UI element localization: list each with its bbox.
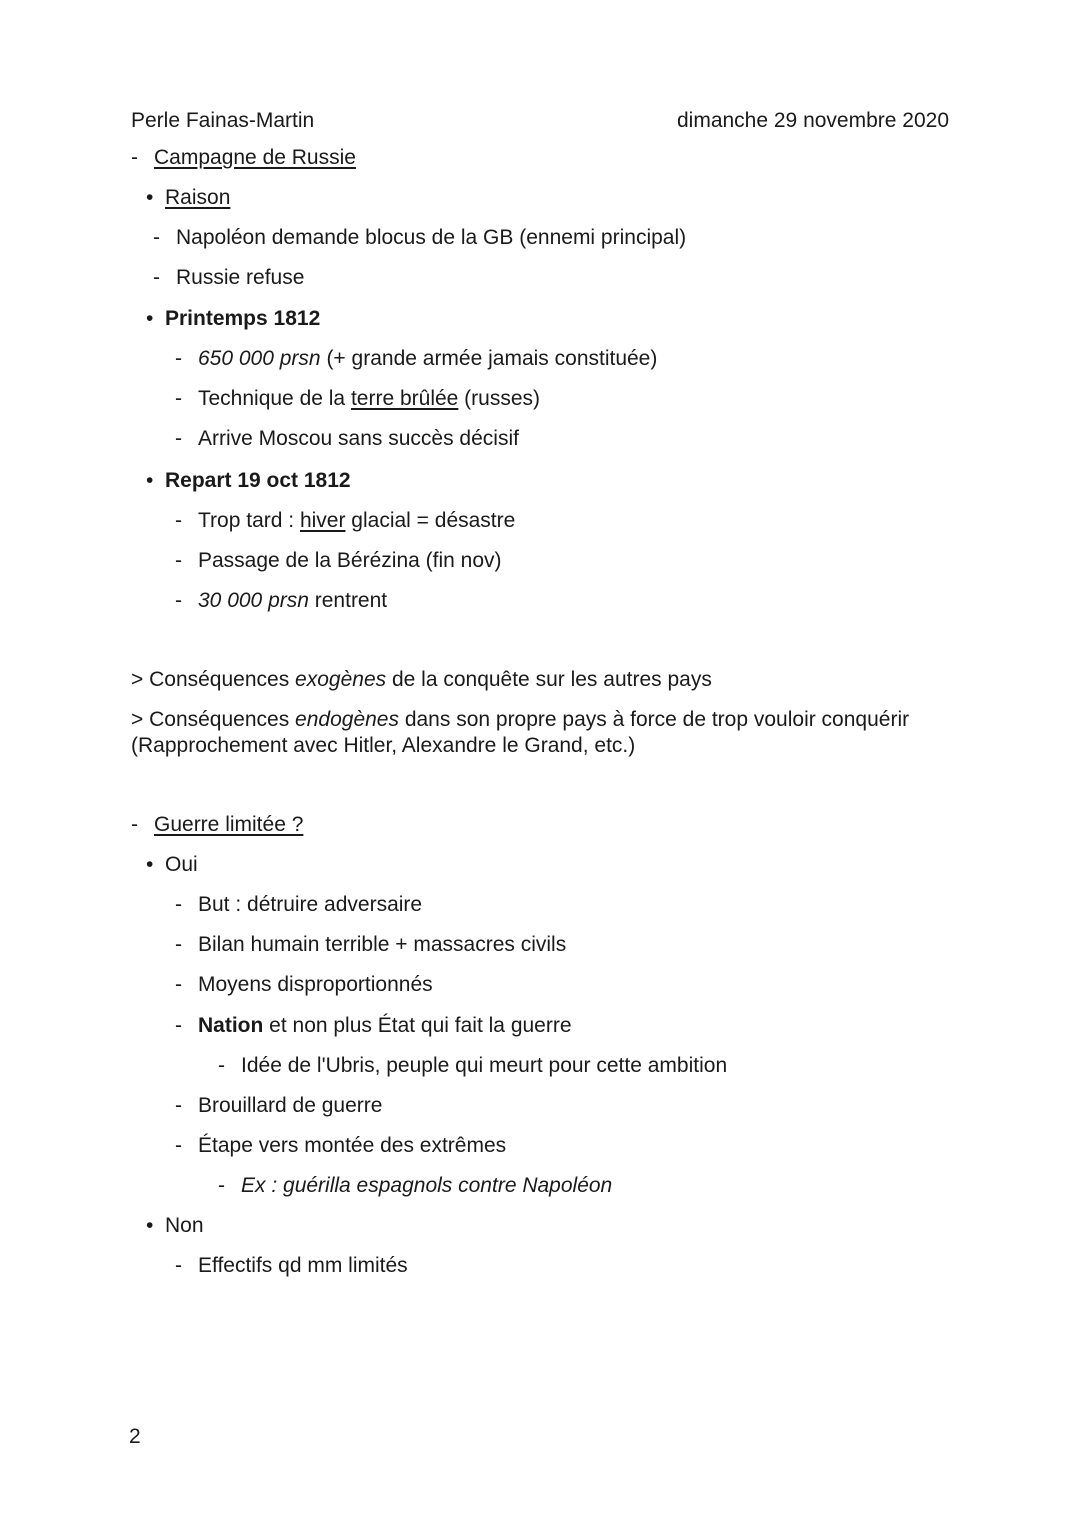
item-text: (russes) [458, 387, 541, 410]
list-item: Effectifs qd mm limités [198, 1254, 408, 1277]
list-item: Arrive Moscou sans succès décisif [198, 427, 519, 450]
bold-term: Nation [198, 1014, 264, 1037]
item-text: et non plus État qui fait la guerre [263, 1014, 572, 1037]
dash-marker: - [175, 893, 182, 916]
section-title-campagne: Campagne de Russie [154, 146, 356, 169]
italic-figure: 30 000 prsn [198, 589, 309, 612]
list-subitem: Idée de l'Ubris, peuple qui meurt pour cette ambition [241, 1054, 728, 1077]
bullet-marker: • [146, 853, 154, 876]
list-item [198, 1013, 572, 1039]
quote-marker: > [131, 708, 144, 731]
list-item: Passage de la Bérézina (fin nov) [198, 549, 502, 572]
list-item [198, 588, 387, 614]
list-item: But : détruire adversaire [198, 893, 423, 916]
list-item: Napoléon demande blocus de la GB (ennemi principal) [176, 226, 687, 249]
italic-figure: 650 000 prsn [198, 347, 321, 370]
subheading-raison: Raison [165, 186, 231, 209]
bullet-marker: • [146, 469, 154, 492]
dash-marker: - [175, 1014, 182, 1037]
list-item: Étape vers montée des extrêmes [198, 1134, 507, 1157]
dash-marker: - [175, 933, 182, 956]
dash-marker: - [153, 226, 160, 249]
section-title-guerre: Guerre limitée ? [154, 813, 304, 836]
subheading-non: Non [165, 1214, 204, 1237]
consequence-exogenes [131, 667, 712, 693]
dash-marker: - [153, 266, 160, 289]
item-text: glacial = désastre [345, 509, 516, 532]
italic-term: exogènes [295, 668, 387, 691]
list-item: Russie refuse [176, 266, 305, 289]
dash-marker: - [175, 973, 182, 996]
list-item [198, 386, 540, 412]
dash-marker: - [175, 427, 182, 450]
item-text: rentrent [308, 589, 388, 612]
document-date: dimanche 29 novembre 2020 [676, 109, 949, 132]
list-item [198, 346, 657, 372]
dash-marker: - [175, 347, 182, 370]
list-item: Moyens disproportionnés [198, 973, 433, 996]
dash-marker: - [131, 146, 138, 169]
consequence-endogenes-continued: (Rapprochement avec Hitler, Alexandre le Grand, etc.) [131, 734, 636, 757]
dash-marker: - [175, 387, 182, 410]
item-text: dans son propre pays à force de trop vouloir conquérir [398, 708, 910, 731]
dash-marker: - [175, 549, 182, 572]
page-number: 2 [129, 1425, 141, 1448]
item-text: Conséquences [143, 708, 296, 731]
list-item: Brouillard de guerre [198, 1094, 383, 1117]
bullet-marker: • [146, 186, 154, 209]
dash-marker: - [175, 1134, 182, 1157]
dash-marker: - [218, 1174, 225, 1197]
item-text: (+ grande armée jamais constituée) [320, 347, 658, 370]
dash-marker: - [175, 1094, 182, 1117]
item-text: Technique de la [198, 387, 351, 410]
underlined-term: terre brûlée [350, 387, 459, 410]
quote-marker: > [131, 668, 144, 691]
dash-marker: - [218, 1054, 225, 1077]
bullet-marker: • [146, 1214, 154, 1237]
list-item: Bilan humain terrible + massacres civils [198, 933, 567, 956]
dash-marker: - [175, 1254, 182, 1277]
dash-marker: - [131, 813, 138, 836]
subheading-repart: Repart 19 oct 1812 [165, 469, 351, 492]
dash-marker: - [175, 509, 182, 532]
item-text: Trop tard : [198, 509, 300, 532]
dash-marker: - [175, 589, 182, 612]
author-name: Perle Fainas-Martin [131, 109, 315, 132]
underlined-term: hiver [299, 509, 346, 532]
list-subitem: Ex : guérilla espagnols contre Napoléon [241, 1174, 613, 1197]
item-text: Conséquences [143, 668, 296, 691]
consequence-endogenes [131, 707, 909, 733]
list-item [198, 508, 515, 534]
item-text: de la conquête sur les autres pays [386, 668, 712, 691]
subheading-oui: Oui [165, 853, 198, 876]
bullet-marker: • [146, 307, 154, 330]
subheading-printemps: Printemps 1812 [165, 307, 321, 330]
italic-term: endogènes [295, 708, 399, 731]
